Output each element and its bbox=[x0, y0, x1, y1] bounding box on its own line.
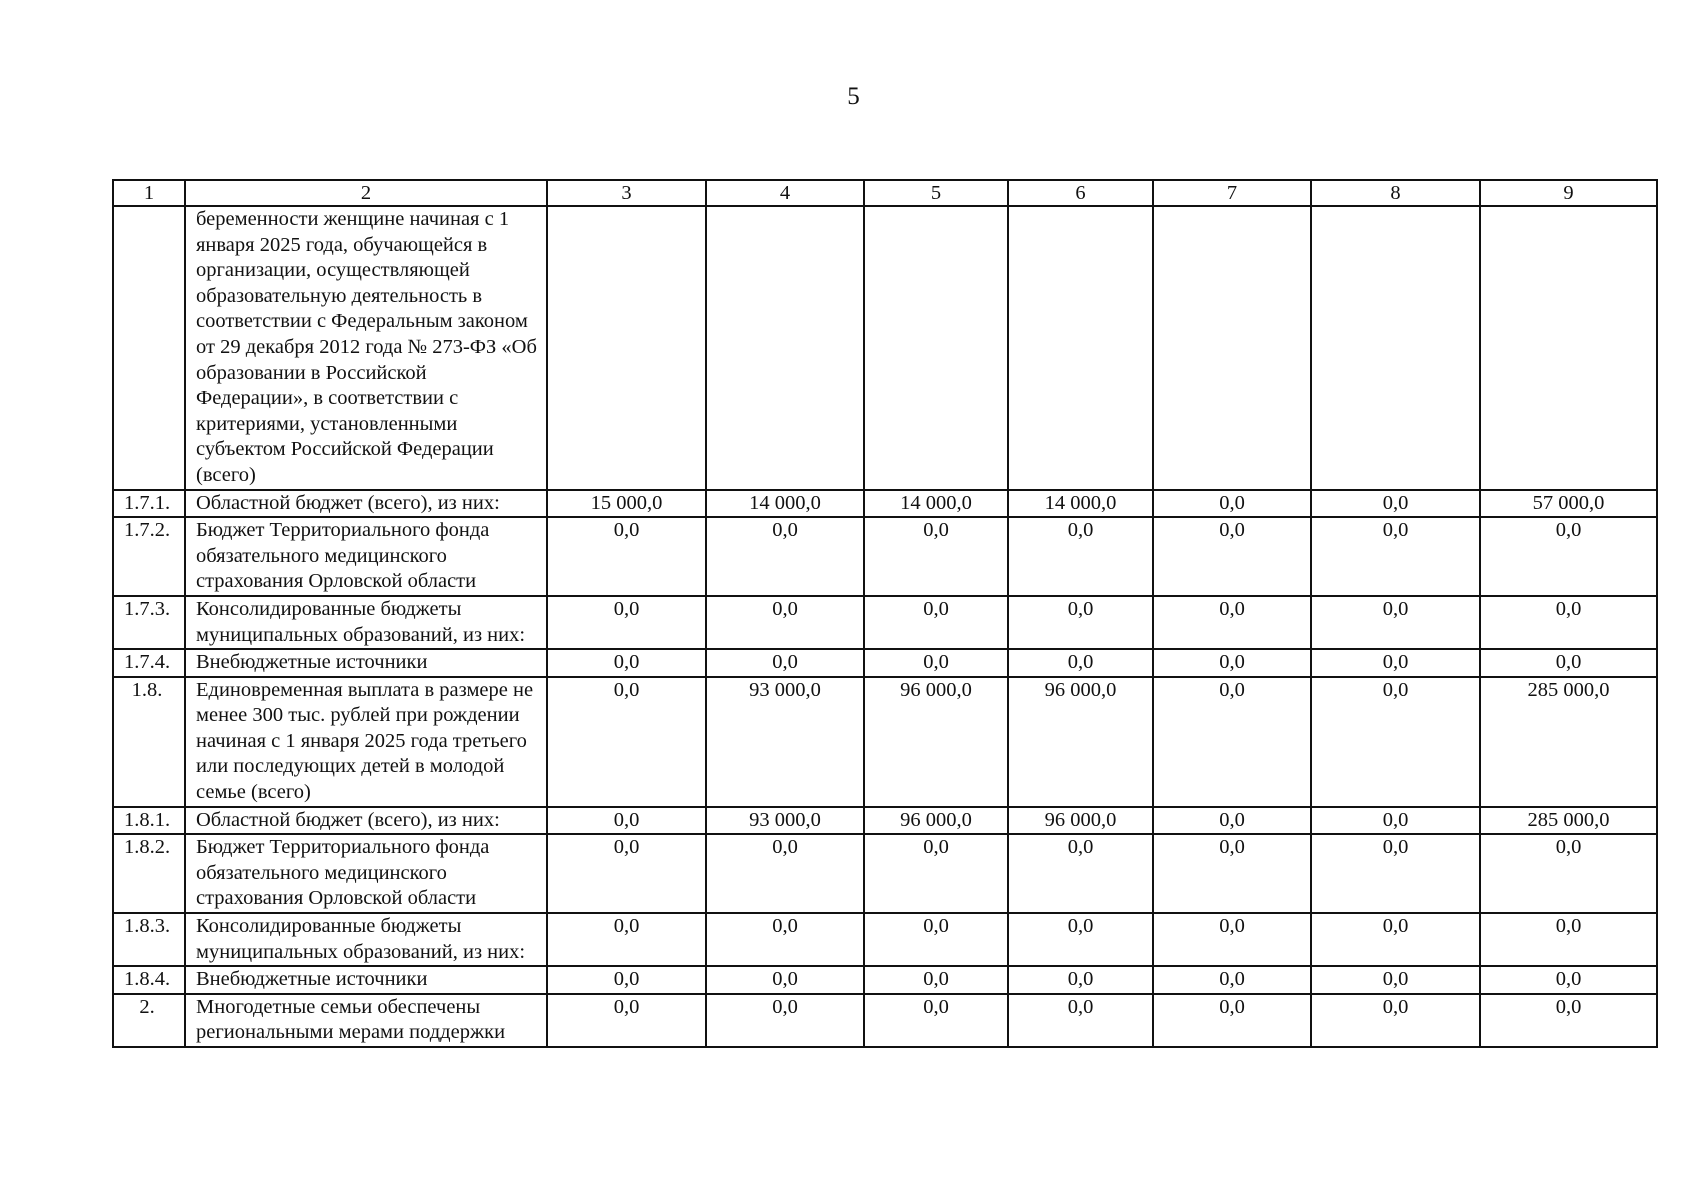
value-cell: 0,0 bbox=[864, 596, 1008, 649]
value-cell: 96 000,0 bbox=[864, 807, 1008, 835]
header-cell: 4 bbox=[706, 180, 864, 206]
value-cell: 0,0 bbox=[1008, 649, 1153, 677]
value-cell: 0,0 bbox=[1311, 913, 1480, 966]
value-cell: 0,0 bbox=[1480, 834, 1657, 913]
table-row bbox=[113, 517, 1657, 596]
table-row bbox=[113, 649, 1657, 677]
value-cell: 0,0 bbox=[1153, 994, 1311, 1047]
row-description-cell: Консолидированные бюджеты муниципальных образований, из них: bbox=[185, 596, 547, 649]
table-row bbox=[113, 913, 1657, 966]
value-cell: 0,0 bbox=[1153, 490, 1311, 518]
table-row bbox=[113, 677, 1657, 807]
value-cell: 0,0 bbox=[864, 517, 1008, 596]
table-row bbox=[113, 994, 1657, 1047]
value-cell: 285 000,0 bbox=[1480, 807, 1657, 835]
value-cell: 0,0 bbox=[1311, 807, 1480, 835]
row-number-cell: 1.8.4. bbox=[113, 966, 185, 994]
value-cell: 0,0 bbox=[1311, 966, 1480, 994]
value-cell: 0,0 bbox=[864, 913, 1008, 966]
value-cell: 0,0 bbox=[706, 994, 864, 1047]
value-cell: 57 000,0 bbox=[1480, 490, 1657, 518]
row-description-cell: Внебюджетные источники bbox=[185, 966, 547, 994]
value-cell: 0,0 bbox=[1480, 913, 1657, 966]
value-cell: 0,0 bbox=[547, 596, 706, 649]
value-cell: 0,0 bbox=[1008, 596, 1153, 649]
value-cell: 0,0 bbox=[547, 649, 706, 677]
row-description-cell: беременности женщине начиная с 1 января 2025 года, обучающейся в организации, осуществляющей образовательную деятельность в соответствии с Федеральным законом от 29 декабря 2012 года № 273-ФЗ «Об образовании в Российской Федерации», в соответствии с критериями, установленными субъектом Российской Федерации (всего) bbox=[185, 206, 547, 490]
value-cell: 0,0 bbox=[706, 517, 864, 596]
row-description-cell: Единовременная выплата в размере не менее 300 тыс. рублей при рождении начиная с 1 января 2025 года третьего или последующих детей в молодой семье (всего) bbox=[185, 677, 547, 807]
value-cell: 0,0 bbox=[547, 807, 706, 835]
value-cell: 0,0 bbox=[706, 834, 864, 913]
value-cell: 0,0 bbox=[706, 966, 864, 994]
value-cell: 0,0 bbox=[1480, 596, 1657, 649]
value-cell: 0,0 bbox=[547, 677, 706, 807]
value-cell: 0,0 bbox=[1311, 834, 1480, 913]
value-cell: 96 000,0 bbox=[1008, 807, 1153, 835]
value-cell: 96 000,0 bbox=[864, 677, 1008, 807]
value-cell: 285 000,0 bbox=[1480, 677, 1657, 807]
table-row bbox=[113, 596, 1657, 649]
header-cell: 3 bbox=[547, 180, 706, 206]
value-cell bbox=[547, 206, 706, 490]
value-cell: 15 000,0 bbox=[547, 490, 706, 518]
table-row bbox=[113, 807, 1657, 835]
value-cell: 0,0 bbox=[547, 966, 706, 994]
row-description-cell: Областной бюджет (всего), из них: bbox=[185, 807, 547, 835]
header-cell: 9 bbox=[1480, 180, 1657, 206]
value-cell: 0,0 bbox=[547, 517, 706, 596]
value-cell: 0,0 bbox=[1008, 994, 1153, 1047]
value-cell: 14 000,0 bbox=[864, 490, 1008, 518]
row-number-cell: 1.7.1. bbox=[113, 490, 185, 518]
value-cell bbox=[706, 206, 864, 490]
row-number-cell: 1.7.3. bbox=[113, 596, 185, 649]
value-cell: 0,0 bbox=[864, 966, 1008, 994]
value-cell: 0,0 bbox=[864, 834, 1008, 913]
value-cell: 0,0 bbox=[1153, 966, 1311, 994]
table-row bbox=[113, 834, 1657, 913]
value-cell: 0,0 bbox=[1311, 517, 1480, 596]
row-number-cell: 2. bbox=[113, 994, 185, 1047]
row-number-cell: 1.8.3. bbox=[113, 913, 185, 966]
row-number-cell: 1.7.4. bbox=[113, 649, 185, 677]
budget-table bbox=[112, 179, 1658, 1048]
header-cell: 2 bbox=[185, 180, 547, 206]
value-cell: 0,0 bbox=[1480, 966, 1657, 994]
table-row bbox=[113, 966, 1657, 994]
row-number-cell: 1.7.2. bbox=[113, 517, 185, 596]
row-description-cell: Многодетные семьи обеспечены региональными мерами поддержки bbox=[185, 994, 547, 1047]
header-cell: 5 bbox=[864, 180, 1008, 206]
value-cell: 0,0 bbox=[1153, 649, 1311, 677]
value-cell: 14 000,0 bbox=[706, 490, 864, 518]
value-cell: 93 000,0 bbox=[706, 677, 864, 807]
value-cell: 0,0 bbox=[706, 596, 864, 649]
value-cell: 0,0 bbox=[547, 834, 706, 913]
row-description-cell: Консолидированные бюджеты муниципальных образований, из них: bbox=[185, 913, 547, 966]
value-cell: 0,0 bbox=[547, 994, 706, 1047]
value-cell: 0,0 bbox=[1480, 517, 1657, 596]
value-cell: 0,0 bbox=[1311, 490, 1480, 518]
header-cell: 7 bbox=[1153, 180, 1311, 206]
value-cell: 0,0 bbox=[1008, 834, 1153, 913]
value-cell: 0,0 bbox=[1153, 596, 1311, 649]
value-cell: 0,0 bbox=[547, 913, 706, 966]
value-cell: 0,0 bbox=[1480, 649, 1657, 677]
row-description-cell: Бюджет Территориального фонда обязательного медицинского страхования Орловской области bbox=[185, 517, 547, 596]
page-number: 5 bbox=[847, 83, 860, 110]
value-cell: 0,0 bbox=[1311, 994, 1480, 1047]
row-description-cell: Областной бюджет (всего), из них: bbox=[185, 490, 547, 518]
value-cell: 0,0 bbox=[1153, 913, 1311, 966]
row-number-cell: 1.8. bbox=[113, 677, 185, 807]
value-cell: 0,0 bbox=[1311, 677, 1480, 807]
value-cell: 0,0 bbox=[1311, 596, 1480, 649]
value-cell bbox=[1008, 206, 1153, 490]
row-number-cell: 1.8.2. bbox=[113, 834, 185, 913]
value-cell bbox=[1480, 206, 1657, 490]
header-cell: 6 bbox=[1008, 180, 1153, 206]
value-cell bbox=[864, 206, 1008, 490]
value-cell: 0,0 bbox=[1008, 966, 1153, 994]
value-cell: 0,0 bbox=[1153, 677, 1311, 807]
table-body bbox=[113, 180, 1657, 1047]
table-row bbox=[113, 490, 1657, 518]
value-cell: 14 000,0 bbox=[1008, 490, 1153, 518]
value-cell: 0,0 bbox=[706, 913, 864, 966]
row-description-cell: Внебюджетные источники bbox=[185, 649, 547, 677]
header-cell: 1 bbox=[113, 180, 185, 206]
value-cell: 0,0 bbox=[1153, 517, 1311, 596]
value-cell: 93 000,0 bbox=[706, 807, 864, 835]
value-cell: 0,0 bbox=[1008, 517, 1153, 596]
header-cell: 8 bbox=[1311, 180, 1480, 206]
value-cell: 0,0 bbox=[1153, 807, 1311, 835]
value-cell: 0,0 bbox=[706, 649, 864, 677]
value-cell: 0,0 bbox=[1480, 994, 1657, 1047]
value-cell: 0,0 bbox=[1008, 913, 1153, 966]
value-cell: 0,0 bbox=[864, 649, 1008, 677]
table-row bbox=[113, 206, 1657, 490]
value-cell bbox=[1153, 206, 1311, 490]
row-number-cell bbox=[113, 206, 185, 490]
row-number-cell: 1.8.1. bbox=[113, 807, 185, 835]
value-cell: 0,0 bbox=[864, 994, 1008, 1047]
row-description-cell: Бюджет Территориального фонда обязательного медицинского страхования Орловской области bbox=[185, 834, 547, 913]
value-cell: 0,0 bbox=[1311, 649, 1480, 677]
value-cell: 96 000,0 bbox=[1008, 677, 1153, 807]
header-row bbox=[113, 180, 1657, 206]
value-cell bbox=[1311, 206, 1480, 490]
value-cell: 0,0 bbox=[1153, 834, 1311, 913]
